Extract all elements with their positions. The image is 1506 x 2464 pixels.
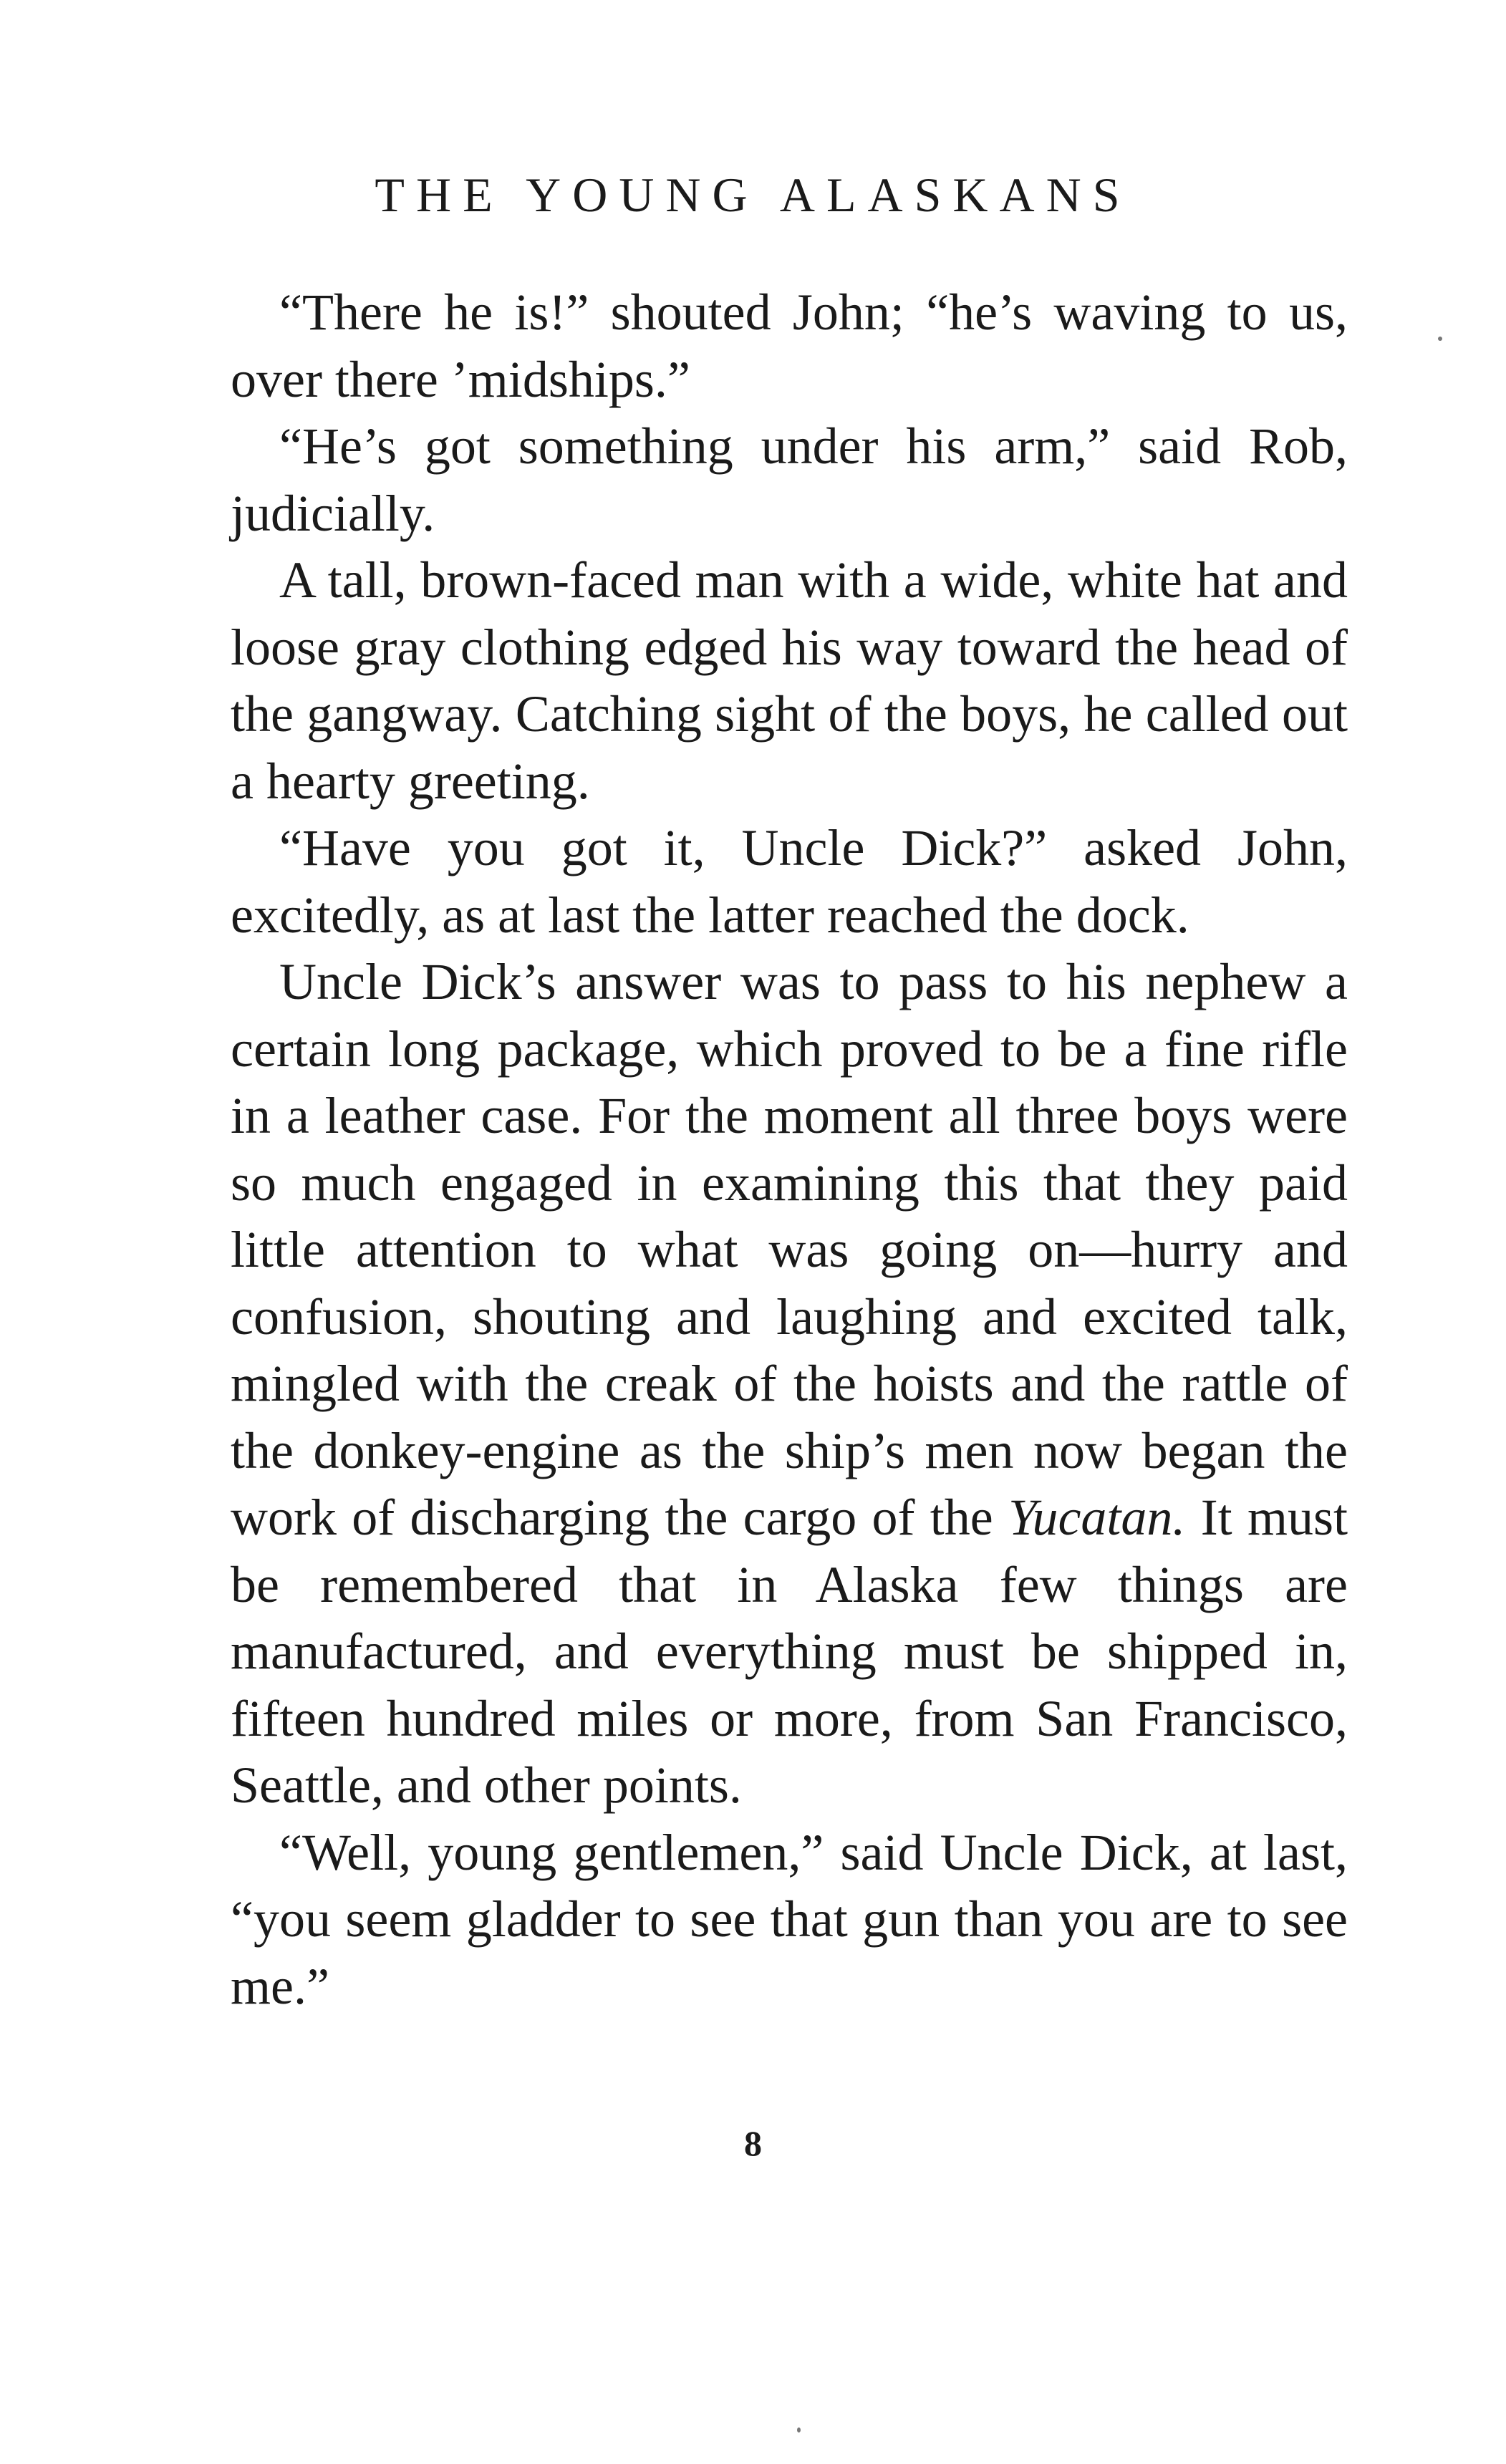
paragraph-1: “There he is!” shouted John; “he’s waving to us, over there ’midships.” [231,284,1348,408]
page-number: 8 [744,2123,762,2163]
paragraph-3: A tall, brown-faced man with a wide, white hat and loose gray clothing edged his way toward the head of the gangway. Catching sight of the boys, he called out a hearty greeting. [231,551,1348,810]
paragraph-6: “Well, young gentlemen,” said Uncle Dick, at last, “you seem gladder to see that gun than you are to see me.” [231,1823,1348,2015]
paragraph-5-before: Uncle Dick’s answer was to pass to his nephew a certain long package, which proved to be a fine rifle in a leather case. For the moment all three boys were so much engaged in examining this that they paid little attention to what was going on—hurry and confusion, shouting and laughing and excited talk, mingled with the creak of the hoists and the rattle of the donkey-engine as the ship’s men now began the work of discharging the cargo of the [231,953,1348,1546]
scan-speck [1438,337,1442,341]
body-text [231,279,1348,2020]
running-title: THE YOUNG ALASKANS [375,168,1131,222]
scan-speck [797,2427,801,2432]
paragraph-5 [231,949,1348,1820]
ship-name: Yucatan. [1008,1489,1186,1546]
paragraph-4: “Have you got it, Uncle Dick?” asked John, excitedly, as at last the latter reached the dock. [231,819,1348,944]
paragraph-5-after: It must be remembered that in Alaska few things are manufactured, and everything must be shipped in, fifteen hundred miles or more, from San Francisco, Seattle, and other points. [231,1489,1348,1814]
paragraph-2: “He’s got something under his arm,” said Rob, judicially. [231,417,1348,542]
